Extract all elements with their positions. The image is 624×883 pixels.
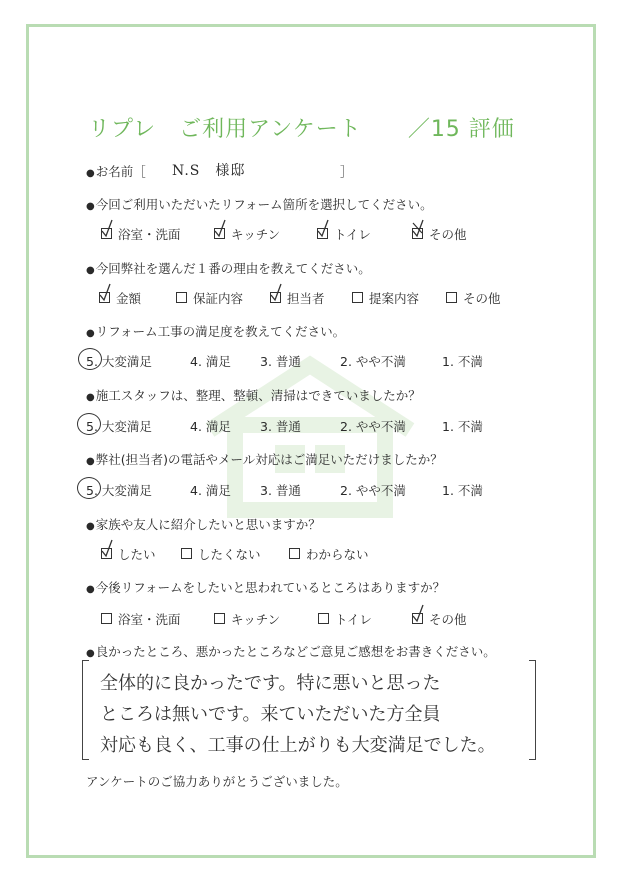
option-label: トイレ [335, 612, 372, 627]
q4-rating-1[interactable]: 1. 不満 [442, 419, 483, 434]
q2-option-other[interactable] [446, 289, 501, 307]
option-label: その他 [429, 227, 467, 242]
q4-text [86, 386, 421, 404]
checkbox[interactable] [446, 292, 457, 303]
comment-line: 全体的に良かったです。特に悪いと思った [100, 673, 441, 694]
checkbox[interactable] [412, 613, 423, 624]
q3-rating-5[interactable]: 5. 大変満足 [86, 354, 152, 369]
option-label: 金額 [116, 291, 142, 306]
checkbox[interactable] [270, 292, 281, 303]
option-label: 担当者 [287, 291, 325, 306]
q5-label: 弊社(担当者)の電話やメール対応はご満足いただけましたか？ [95, 452, 443, 467]
q6-label: 家族や友人に紹介したいと思いますか？ [95, 517, 321, 532]
checkmark-icon [317, 219, 331, 239]
q3-label: リフォーム工事の満足度を教えてください。 [95, 324, 346, 339]
q5-text [86, 450, 443, 468]
checkbox[interactable] [318, 613, 329, 624]
q7-text [86, 578, 445, 596]
q1-option-bath[interactable] [101, 225, 181, 243]
name-label-row [86, 162, 146, 180]
checkbox[interactable] [101, 228, 112, 239]
checkbox[interactable] [101, 613, 112, 624]
checkbox[interactable] [412, 228, 423, 239]
q7-option-toilet[interactable] [318, 610, 372, 628]
title-main: リプレ ご利用アンケート [88, 117, 362, 142]
checkbox[interactable] [99, 292, 110, 303]
q5-rating-4[interactable]: 4. 満足 [190, 483, 231, 498]
q6-option-no[interactable] [181, 545, 261, 563]
name-value: N.S 様邸 [172, 163, 246, 179]
q4-rating-4[interactable]: 4. 満足 [190, 419, 231, 434]
checkbox[interactable] [181, 548, 192, 559]
checkbox[interactable] [317, 228, 328, 239]
q4-label: 施工スタッフは、整理、整頓、清掃はできていましたか？ [95, 388, 421, 403]
checkmark-icon [412, 604, 426, 624]
q2-text [86, 259, 371, 277]
checkmark-icon [412, 219, 426, 239]
option-label: 提案内容 [369, 291, 420, 306]
checkmark-icon [214, 219, 228, 239]
option-label: その他 [463, 291, 501, 306]
option-label: その他 [429, 612, 467, 627]
q3-rating-4[interactable]: 4. 満足 [190, 354, 231, 369]
q2-option-proposal[interactable] [352, 289, 419, 307]
q2-option-staff[interactable] [270, 289, 325, 307]
q5-rating-5[interactable]: 5. 大変満足 [86, 483, 152, 498]
q6-option-unsure[interactable] [289, 545, 369, 563]
option-label: キッチン [231, 227, 281, 242]
option-label: 保証内容 [193, 291, 244, 306]
q1-option-kitchen[interactable] [214, 225, 280, 243]
option-label: キッチン [231, 612, 281, 627]
q7-option-bath[interactable] [101, 610, 181, 628]
q1-option-other[interactable] [412, 225, 467, 243]
name-bracket-close: ］ [340, 164, 353, 179]
checkmark-icon [101, 219, 115, 239]
q1-option-toilet[interactable] [317, 225, 371, 243]
q2-option-price[interactable] [99, 289, 141, 307]
option-label: 浴室・洗面 [118, 227, 181, 242]
handwritten-comment [100, 668, 540, 761]
q7-option-kitchen[interactable] [214, 610, 280, 628]
q3-rating-1[interactable]: 1. 不満 [442, 354, 483, 369]
q4-rating-5[interactable]: 5. 大変満足 [86, 419, 152, 434]
q5-rating-3[interactable]: 3. 普通 [260, 483, 301, 498]
checkbox[interactable] [289, 548, 300, 559]
comment-line: 対応も良く、工事の仕上がりも大変満足でした。 [100, 735, 496, 756]
checkbox[interactable] [101, 548, 112, 559]
option-label: したくない [198, 547, 261, 562]
q1-label: 今回ご利用いただいたリフォーム箇所を選択してください。 [95, 197, 433, 212]
q6-text [86, 515, 321, 533]
q3-rating-2[interactable]: 2. やや不満 [340, 354, 406, 369]
q7-label: 今後リフォームをしたいと思われているところはありますか？ [95, 580, 446, 595]
title-score: ／15 評価 [407, 117, 515, 142]
q4-rating-2[interactable]: 2. やや不満 [340, 419, 406, 434]
q2-label: 今回弊社を選んだ１番の理由を教えてください。 [95, 261, 371, 276]
checkbox[interactable] [214, 613, 225, 624]
comment-line: ところは無いです。来ていただいた方全員 [100, 704, 441, 725]
checkmark-icon [101, 539, 115, 559]
checkmark-icon [99, 283, 113, 303]
checkbox[interactable] [214, 228, 225, 239]
footer-thanks: アンケートのご協力ありがとうございました。 [86, 774, 348, 789]
survey-title [88, 112, 515, 143]
checkbox[interactable] [352, 292, 363, 303]
q7-option-other[interactable] [412, 610, 467, 628]
q5-rating-2[interactable]: 2. やや不満 [340, 483, 406, 498]
q5-rating-1[interactable]: 1. 不満 [442, 483, 483, 498]
q4-rating-3[interactable]: 3. 普通 [260, 419, 301, 434]
q8-label: 良かったところ、悪かったところなどご意見ご感想をお書きください。 [95, 644, 496, 659]
q3-text [86, 322, 345, 340]
q1-text [86, 195, 433, 213]
checkmark-icon [270, 283, 284, 303]
name-label: お名前［ [95, 164, 146, 179]
option-label: 浴室・洗面 [118, 612, 181, 627]
option-label: トイレ [334, 227, 371, 242]
comment-bracket-left [82, 660, 89, 760]
q2-option-warranty[interactable] [176, 289, 243, 307]
checkbox[interactable] [176, 292, 187, 303]
option-label: わからない [306, 547, 369, 562]
option-label: したい [118, 547, 156, 562]
q3-rating-3[interactable]: 3. 普通 [260, 354, 301, 369]
q6-option-yes[interactable] [101, 545, 156, 563]
